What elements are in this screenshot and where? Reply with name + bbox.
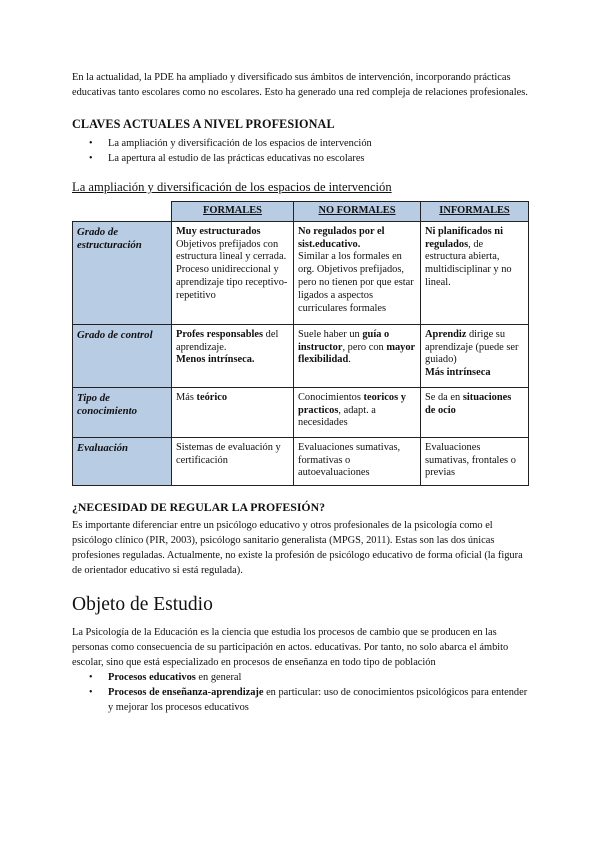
table-header-row: [73, 202, 529, 222]
header-informales: INFORMALES: [421, 202, 529, 222]
list-item: • Procesos educativos en general: [108, 670, 528, 685]
row-label: Grado de control: [73, 324, 172, 387]
document-page: [72, 70, 528, 715]
table-cell: Ni planificados ni regulados, de estructura abierta, multidisciplinar y no lineal.: [421, 221, 529, 324]
table-cell: Se da en situaciones de ocio: [421, 387, 529, 437]
header-formales: FORMALES: [172, 202, 294, 222]
intro-paragraph: En la actualidad, la PDE ha ampliado y diversificado sus ámbitos de intervención, incorporando prácticas educativas tanto escolares como no escolares. Esto ha generado una red compleja de relaciones profesionales.: [72, 72, 528, 98]
necesidad-paragraph: Es importante diferenciar entre un psicólogo educativo y otros profesionales de la psicología como el psicólogo clínico (PIR, 2003), psicólogo sanitario generalista (MPGS, 2011). Estas son las dos únicas profesiones reguladas. Actualmente, no existe la profesión de psicólogo educativo de forma oficial (la figura de orientador educativo si está regulada).: [72, 520, 523, 577]
table-cell: Aprendiz dirige su aprendizaje (puede ser guiado) Más intrínseca: [421, 324, 529, 387]
table-cell: Más teórico: [172, 387, 294, 437]
necesidad-heading: ¿NECESIDAD DE REGULAR LA PROFESIÓN?: [72, 500, 326, 515]
row-label: Grado de estructuración: [73, 221, 172, 324]
table-corner: [73, 202, 172, 222]
objeto-heading: Objeto de Estudio: [72, 594, 213, 616]
list-item: • La ampliación y diversificación de los espacios de intervención: [108, 136, 528, 151]
table-cell: Evaluaciones sumativas, formativas o autoevaluaciones: [294, 437, 421, 485]
list-item: • La apertura al estudio de las prácticas educativas no escolares: [108, 151, 528, 166]
table-row: [73, 324, 529, 387]
table-title: La ampliación y diversificación de los espacios de intervención: [72, 180, 392, 194]
claves-heading: CLAVES ACTUALES A NIVEL PROFESIONAL: [72, 117, 335, 131]
table-cell: Suele haber un guía o instructor, pero con mayor flexibilidad.: [294, 324, 421, 387]
table-cell: Sistemas de evaluación y certificación: [172, 437, 294, 485]
table-cell: Muy estructurados Objetivos prefijados con estructura lineal y cerrada. Proceso unidireccional y aprendizaje tipo receptivo-repetitivo: [172, 221, 294, 324]
row-label: Evaluación: [73, 437, 172, 485]
table-cell: Conocimientos teoricos y practicos, adapt. a necesidades: [294, 387, 421, 437]
table-row: [73, 221, 529, 324]
objeto-list: [72, 670, 528, 715]
objeto-paragraph: La Psicología de la Educación es la ciencia que estudia los procesos de cambio que se producen en las personas como consecuencia de su participación en actos. educativas. Por tanto, no solo abarca el ámbito escolar, sino que está especializado en procesos de enseñanza en todo tipo de población: [72, 627, 509, 669]
list-item: • Procesos de enseñanza-aprendizaje en particular: uso de conocimientos psicológicos para entender y mejorar los procesos educativos: [108, 685, 528, 715]
comparison-table: [72, 201, 529, 486]
table-cell: No regulados por el sist.educativo. Similar a los formales en org. Objetivos prefijados, pero no tienen por que estar ligados a aspectos curriculares formales: [294, 221, 421, 324]
row-label: Tipo de conocimiento: [73, 387, 172, 437]
header-no-formales: NO FORMALES: [294, 202, 421, 222]
table-cell: Evaluaciones sumativas, frontales o previas: [421, 437, 529, 485]
claves-list: [72, 136, 528, 166]
table-cell: Profes responsables del aprendizaje. Menos intrínseca.: [172, 324, 294, 387]
table-row: [73, 437, 529, 485]
table-row: [73, 387, 529, 437]
